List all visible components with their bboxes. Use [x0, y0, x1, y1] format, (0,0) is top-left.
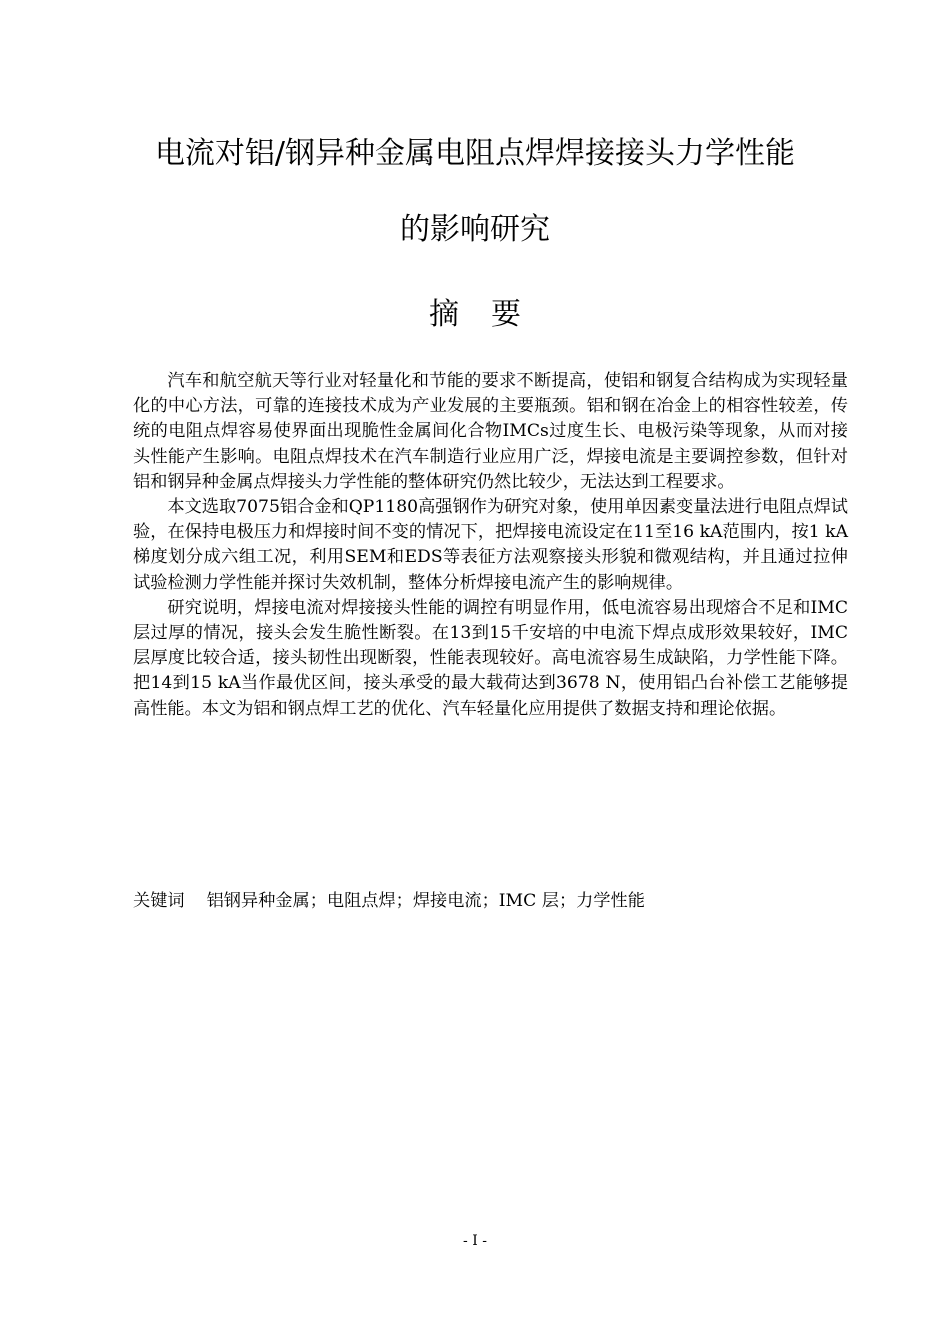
- page-number: - I -: [463, 1233, 487, 1249]
- keywords-line: [133, 889, 848, 914]
- document-title-line-2: 的影响研究: [400, 212, 550, 247]
- keywords-label: 关键词: [133, 891, 185, 911]
- abstract-paragraph-2: 本文选取7075铝合金和QP1180高强钢作为研究对象，使用单因素变量法进行电阻点焊试验，在保持电极压力和焊接时间不变的情况下，把焊接电流设定在11至16 kA范围内，按1 kA梯度划分成六组工况，利用SEM和EDS等表征方法观察接头形貌和微观结构，并且通过拉伸试验检测力学性能并探讨失效机制，整体分析焊接电流产生的影响规律。: [133, 497, 848, 593]
- abstract-paragraph-3: 研究说明，焊接电流对焊接接头性能的调控有明显作用，低电流容易出现熔合不足和IMC层过厚的情况，接头会发生脆性断裂。在13到15千安培的中电流下焊点成形效果较好，IMC层厚度比较合适，接头韧性出现断裂，性能表现较好。高电流容易生成缺陷，力学性能下降。把14到15 kA当作最优区间，接头承受的最大载荷达到3678 N，使用铝凸台补偿工艺能够提高性能。本文为铝和钢点焊工艺的优化、汽车轻量化应用提供了数据支持和理论依据。: [133, 597, 848, 719]
- document-title-line-1: 电流对铝/钢异种金属电阻点焊焊接接头力学性能: [154, 136, 796, 171]
- abstract-body: [133, 369, 848, 722]
- abstract-heading: 摘要: [429, 297, 553, 332]
- abstract-paragraph-1: 汽车和航空航天等行业对轻量化和节能的要求不断提高，使铝和钢复合结构成为实现轻量化的中心方法，可靠的连接技术成为产业发展的主要瓶颈。铝和钢在冶金上的相容性较差，传统的电阻点焊容易使界面出现脆性金属间化合物IMCs过度生长、电极污染等现象，从而对接头性能产生影响。电阻点焊技术在汽车制造行业应用广泛，焊接电流是主要调控参数，但针对铝和钢异种金属点焊接头力学性能的整体研究仍然比较少，无法达到工程要求。: [133, 371, 848, 492]
- keywords-text: 铝钢异种金属；电阻点焊；焊接电流；IMC 层；力学性能: [206, 891, 645, 911]
